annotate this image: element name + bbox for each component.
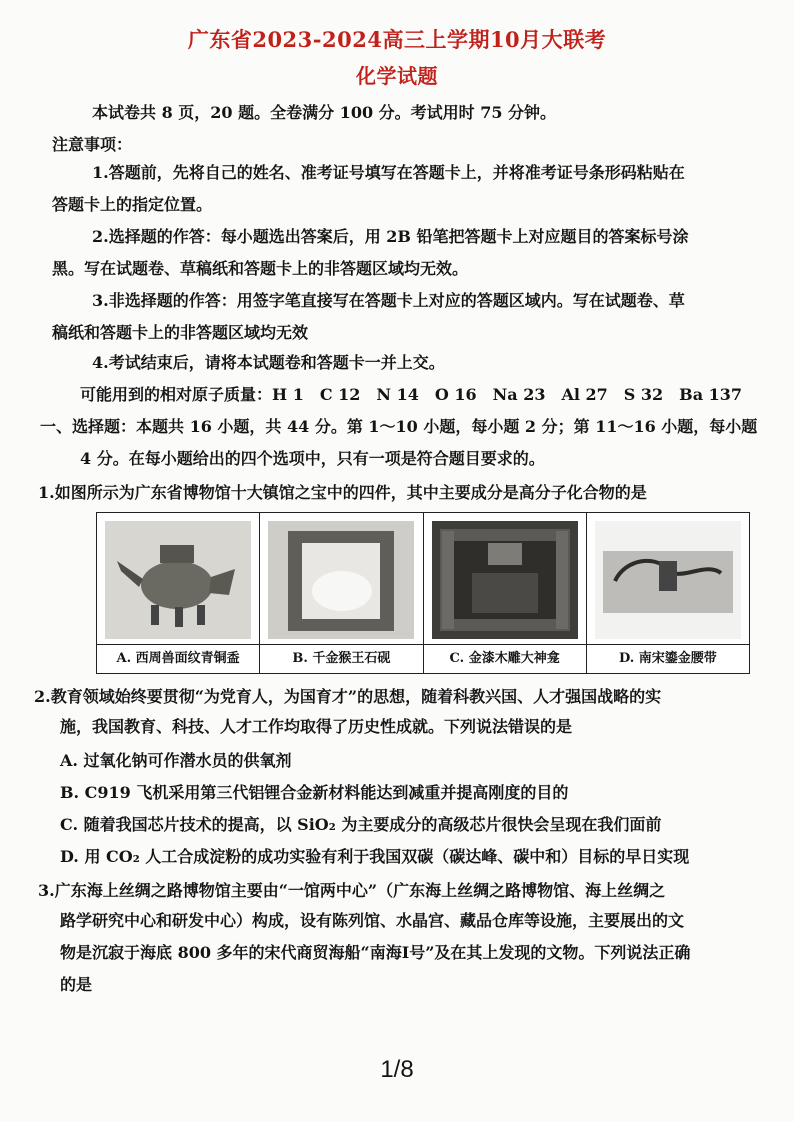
- q3-stem-line-2: 路学研究中心和研发中心）构成，设有陈列馆、水晶宫、藏品仓库等设施，主要展出的文: [60, 911, 685, 930]
- q1-caption-d: D. 南宋鎏金腰带: [587, 644, 749, 673]
- note-1-line-2: 答题卡上的指定位置。: [52, 195, 213, 214]
- note-4: 4.考试结束后，请将本试题卷和答题卡一并上交。: [92, 353, 445, 372]
- section-1-line-2: 4 分。在每小题给出的四个选项中，只有一项是符合题目要求的。: [80, 449, 545, 468]
- exam-subtitle: 化学试题: [356, 64, 438, 88]
- page-number: 1/8: [380, 1056, 414, 1083]
- section-1-line-1: 一、选择题：本题共 16 小题，共 44 分。第 1～10 小题，每小题 2 分；第 11～16 小题，每小题: [40, 417, 758, 436]
- q3-stem-line-3: 物是沉寂于海底 800 多年的宋代商贸海船“南海Ⅰ号”及在其上发现的文物。下列说法正确: [60, 943, 691, 962]
- bronze-vessel-image: [105, 521, 251, 639]
- note-2-line-1: 2.选择题的作答：每小题选出答案后，用 2B 铅笔把答题卡上对应题目的答案标号涂: [92, 227, 689, 246]
- intro-text: 本试卷共 8 页，20 题。全卷满分 100 分。考试用时 75 分钟。: [92, 103, 557, 122]
- inkstone-image: [268, 521, 414, 639]
- note-2-line-2: 黑。写在试题卷、草稿纸和答题卡上的非答题区域均无效。: [52, 259, 469, 278]
- q1-option-b: [260, 513, 423, 673]
- note-3-line-2: 稿纸和答题卡上的非答题区域均无效: [52, 323, 309, 342]
- carved-shrine-image: [432, 521, 578, 639]
- q2-option-c: C. 随着我国芯片技术的提高，以 SiO₂ 为主要成分的高级芯片很快会呈现在我们面前: [60, 815, 662, 834]
- q1-caption-b: B. 千金猴王石砚: [260, 644, 422, 673]
- q2-option-d: D. 用 CO₂ 人工合成淀粉的成功实验有利于我国双碳（碳达峰、碳中和）目标的早日实现: [60, 847, 690, 866]
- note-3-line-1: 3.非选择题的作答：用签字笔直接写在答题卡上对应的答题区域内。写在试题卷、草: [92, 291, 685, 310]
- q3-stem-line-4: 的是: [60, 975, 93, 994]
- q1-option-d: [587, 513, 749, 673]
- q1-stem: 1.如图所示为广东省博物馆十大镇馆之宝中的四件，其中主要成分是高分子化合物的是: [38, 483, 647, 502]
- q1-option-a: [97, 513, 260, 673]
- q1-caption-a: A. 西周兽面纹青铜盉: [97, 644, 259, 673]
- q1-figure: [96, 512, 750, 674]
- atomic-masses: 可能用到的相对原子质量：H 1 C 12 N 14 O 16 Na 23 Al 27 S 32 Ba 137: [80, 385, 743, 404]
- q1-caption-c: C. 金漆木雕大神龛: [424, 644, 586, 673]
- q2-stem-line-2: 施，我国教育、科技、人才工作均取得了历史性成就。下列说法错误的是: [60, 717, 573, 736]
- gilt-belt-image: [595, 521, 741, 639]
- q1-option-c: [424, 513, 587, 673]
- note-1-line-1: 1.答题前，先将自己的姓名、准考证号填写在答题卡上，并将准考证号条形码粘贴在: [92, 163, 685, 182]
- q3-stem-line-1: 3.广东海上丝绸之路博物馆主要由“一馆两中心”（广东海上丝绸之路博物馆、海上丝绸之: [38, 881, 666, 900]
- q2-stem-line-1: 2.教育领域始终要贯彻“为党育人，为国育才”的思想，随着科教兴国、人才强国战略的实: [34, 687, 662, 706]
- q2-option-a: A. 过氧化钠可作潜水员的供氧剂: [60, 751, 292, 770]
- exam-title: 广东省2023-2024高三上学期10月大联考: [187, 27, 607, 52]
- q2-option-b: B. C919 飞机采用第三代铝锂合金新材料能达到减重并提高刚度的目的: [60, 783, 569, 802]
- notes-heading: 注意事项：: [52, 135, 133, 154]
